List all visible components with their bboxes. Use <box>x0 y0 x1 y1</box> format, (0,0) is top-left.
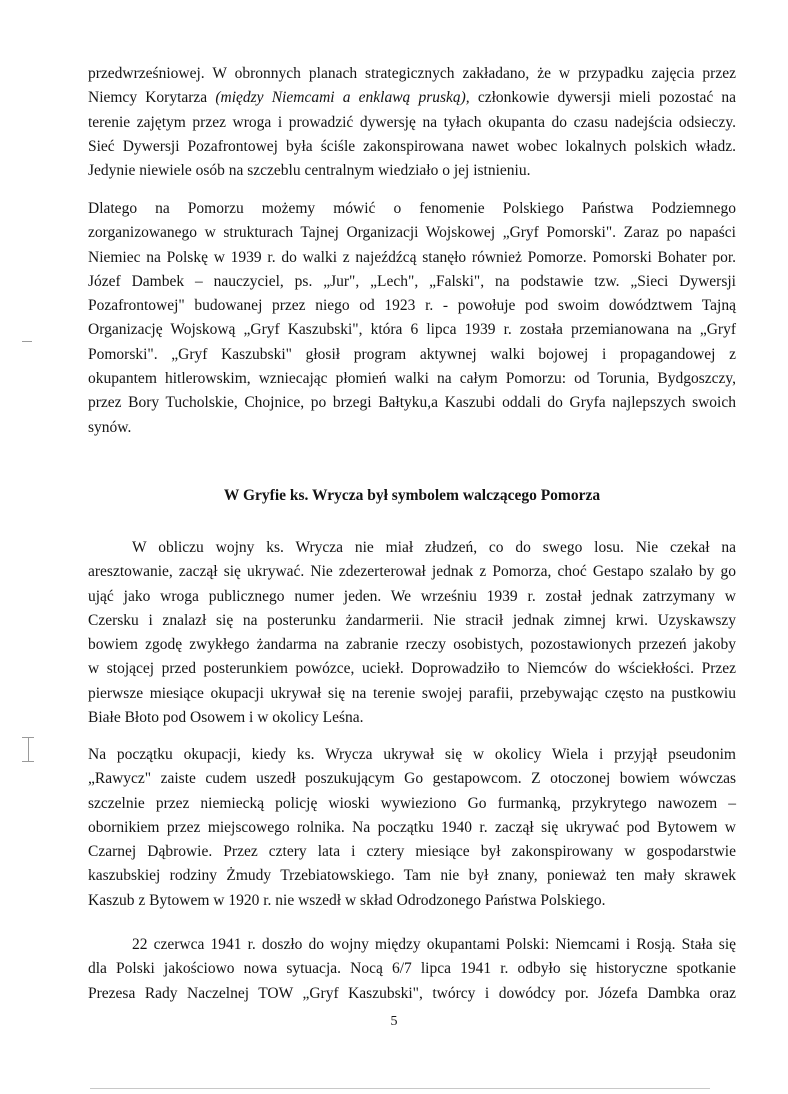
text-line <box>88 86 736 110</box>
margin-bracket-mark <box>28 737 29 761</box>
text-line: W obliczu wojny ks. Wrycza nie miał złudzeń, co do swego losu. Nie czekał na <box>132 539 736 556</box>
text-line: kaszubskiej rodziny Żmudy Trzebiatowskiego. Tam nie był znany, ponieważ ten mały skrawek <box>88 867 736 885</box>
text-line: Białe Błoto pod Osowem i w okolicy Leśna. <box>88 709 364 727</box>
text-line: Niemiec na Polskę w 1939 r. do walki z najeźdźcą stanęło również Pomorze. Pomorski Bohater por. <box>88 248 736 266</box>
text-segment: członkowie dywersji mieli pozostać na <box>477 89 737 107</box>
page-number: 5 <box>390 1014 398 1029</box>
text-line: obornikiem przez miejscowego rolnika. Na początku 1940 r. zaczął się ukrywać pod Bytowem w <box>88 818 736 836</box>
text-line: Dlatego na Pomorzu możemy mówić o fenomenie Polskiego Państwa Podziemnego <box>88 200 736 217</box>
margin-dash-mark <box>22 341 32 342</box>
text-line: przez Bory Tucholskie, Chojnice, po brzegi Bałtyku,a Kaszubi oddali do Gryfa najlepszych swoich <box>88 394 736 412</box>
text-line: Pomorski". „Gryf Kaszubski" głosił program aktywnej walki bojowej i propagandowej z <box>88 345 736 363</box>
text-line: synów. <box>88 418 132 436</box>
text-line: Pozafrontowej" budowanej przez niego od 1923 r. - powołuje pod swoim dowództwem Tajną <box>88 297 736 315</box>
text-line: przedwrześniowej. W obronnych planach strategicznych zakładano, że w przypadku zajęcia przez <box>88 65 736 82</box>
text-line: pierwsze miesiące okupacji ukrywał się na terenie swojej parafii, przebywając często na pustkowiu <box>88 684 736 702</box>
text-line: Sieć Dywersji Pozafrontowej była ściśle zakonspirowana nawet wobec lokalnych polskich władz. <box>88 137 736 155</box>
paragraph-wojna <box>88 933 736 1006</box>
section-heading: W Gryfie ks. Wrycza był symbolem walczącego Pomorza <box>223 487 601 504</box>
text-line: Czarnej Dąbrowie. Przez cztery lata i cztery miesiące był zakonspirowany w gospodarstwie <box>88 843 736 861</box>
text-line: aresztowanie, zaczął się ukrywać. Nie zdezerterował jednak z Pomorza, choć Gestapo szalało by go <box>88 563 736 581</box>
italic-text-segment: (między Niemcami a enklawą pruską), <box>215 89 470 107</box>
text-line: w stojącej przed posterunkiem powózce, uciekł. Doprowadziło to Niemców do wściekłości. Przez <box>88 660 736 678</box>
text-line: zorganizowanego w strukturach Tajnej Organizacji Wojskowej „Gryf Pomorski". Zaraz po napaści <box>88 224 736 242</box>
bottom-edge-rule <box>90 1088 710 1089</box>
text-line: Czersku i znalazł się na posterunku żandarmerii. Nie stracił jednak zimnej krwi. Uzyskawszy <box>88 611 736 629</box>
text-line: Jedynie niewiele osób na szczeblu centralnym wiedziało o jej istnieniu. <box>88 162 531 180</box>
text-line: terenie zajętym przez wroga i prowadzić dywersję na tyłach okupanta do czasu nadejścia odsieczy. <box>88 113 736 131</box>
text-line: szczelnie przez niemiecką policję wioski wywieziono Go furmanką, przykrytego nawozem – <box>88 794 736 812</box>
text-line: Józef Dambek – nauczyciel, ps. „Jur", „Lech", „Falski", na podstawie tzw. „Sieci Dywersji <box>88 272 736 290</box>
text-line: Na początku okupacji, kiedy ks. Wrycza ukrywał się w okolicy Wiela i przyjął pseudonim <box>88 746 736 763</box>
text-line: „Rawycz" zaiste cudem uszedł poszukującym Go gestapowcom. Z otoczonej bowiem wówczas <box>88 770 736 788</box>
paragraph-intro <box>88 62 736 183</box>
text-line: ująć jako wroga publicznego numer jeden. We wrześniu 1939 r. został jednak zatrzymany w <box>88 587 736 605</box>
text-line: 22 czerwca 1941 r. doszło do wojny między okupantami Polski: Niemcami i Rosją. Stała się <box>132 936 736 953</box>
text-line: dla Polski jakościowo nowa sytuacja. Nocą 6/7 lipca 1941 r. odbyło się historyczne spotkanie <box>88 960 736 978</box>
paragraph-pseudonim <box>88 743 736 913</box>
text-line: okupantem hitlerowskim, wzniecając płomień walki na całym Pomorzu: od Torunia, Bydgoszczy, <box>88 370 736 388</box>
margin-bracket-mark <box>22 761 34 762</box>
text-line: Kaszub z Bytowem w 1920 r. nie wszedł w skład Odrodzonego Państwa Polskiego. <box>88 891 606 909</box>
paragraph-wrycza <box>88 536 736 730</box>
paragraph-dywersja <box>88 197 736 440</box>
text-line: Organizację Wojskową „Gryf Kaszubski", która 6 lipca 1939 r. została przemianowana na „Gryf <box>88 321 736 339</box>
text-segment: Niemcy Korytarza <box>88 89 208 107</box>
text-line: Prezesa Rady Naczelnej TOW „Gryf Kaszubski", twórcy i dowódcy por. Józefa Dambka oraz <box>88 984 736 1002</box>
text-line: bowiem zgodę zwykłego żandarma na zabranie rzeczy osobistych, pozostawionych przezeń jakoby <box>88 636 736 654</box>
